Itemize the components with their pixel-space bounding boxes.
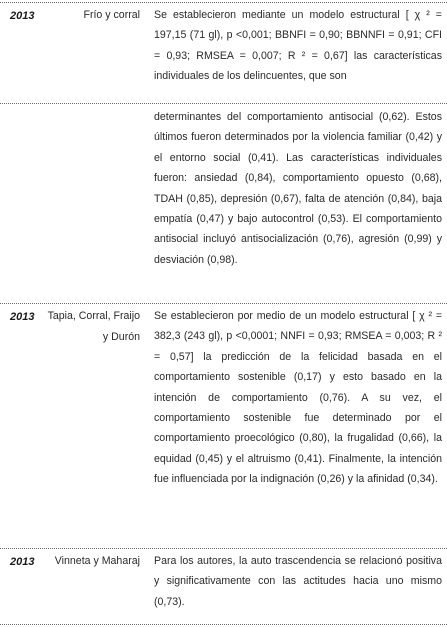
row-divider (0, 103, 447, 104)
row-divider (0, 548, 447, 549)
description-cell: Se establecieron por medio de un modelo estructural [ χ ² = 382,3 (243 gl), p <0,0001; NNFI = 0,93; RMSEA = 0,003; R ² = 0,57] la predicción de la felicidad basada en el comportamiento sostenible (0,17) y esto basado en la intención de comportamiento (0,76). A su vez, el comportamiento sostenible fue determinado por el comportamiento proecológico (0,80), la frugalidad (0,66), la equidad (0,45) y el altruismo (0,41). Finalmente, la intención fue influenciada por la indignación (0,26) y la afinidad (0,34). (154, 310, 442, 486)
year-cell: 2013 (10, 10, 35, 22)
authors-cell: Tapia, Corral, Fraijo y Durón (47, 310, 140, 343)
authors-cell: Vinneta y Maharaj (54, 555, 140, 567)
row-divider (0, 303, 447, 304)
description-cell: Para los autores, la auto trascendencia se relacionó positiva y significativamente con las actitudes hacia uno mismo (0,73). (154, 555, 442, 608)
description-cell: Se establecieron mediante un modelo estructural [ χ ² = 197,15 (71 gl), p <0,001; BBNFI = 0,90; BBNNFI = 0,91; CFI = 0,93; RMSEA = 0,007; R ² = 0,67] las características individuales de los delincuentes, que son (154, 9, 442, 83)
year-cell: 2013 (10, 311, 35, 323)
authors-cell: Frío y corral (83, 9, 140, 21)
description-cell: determinantes del comportamiento antisocial (0,62). Estos últimos fueron determinados por la violencia familiar (0,42) y el entorno social (0,41). Las características individuales fueron: ansiedad (0,84), comportamiento opuesto (0,68), TDAH (0,85), depresión (0,67), falta de atención (0,84), baja empatía (0,47) y bajo autocontrol (0,53). El comportamiento antisocial incluyó antisocialización (0,76), agresión (0,99) y desviación (0,98). (154, 111, 442, 266)
row-divider (0, 2, 447, 3)
row-divider (0, 624, 447, 625)
year-cell: 2013 (10, 556, 35, 568)
